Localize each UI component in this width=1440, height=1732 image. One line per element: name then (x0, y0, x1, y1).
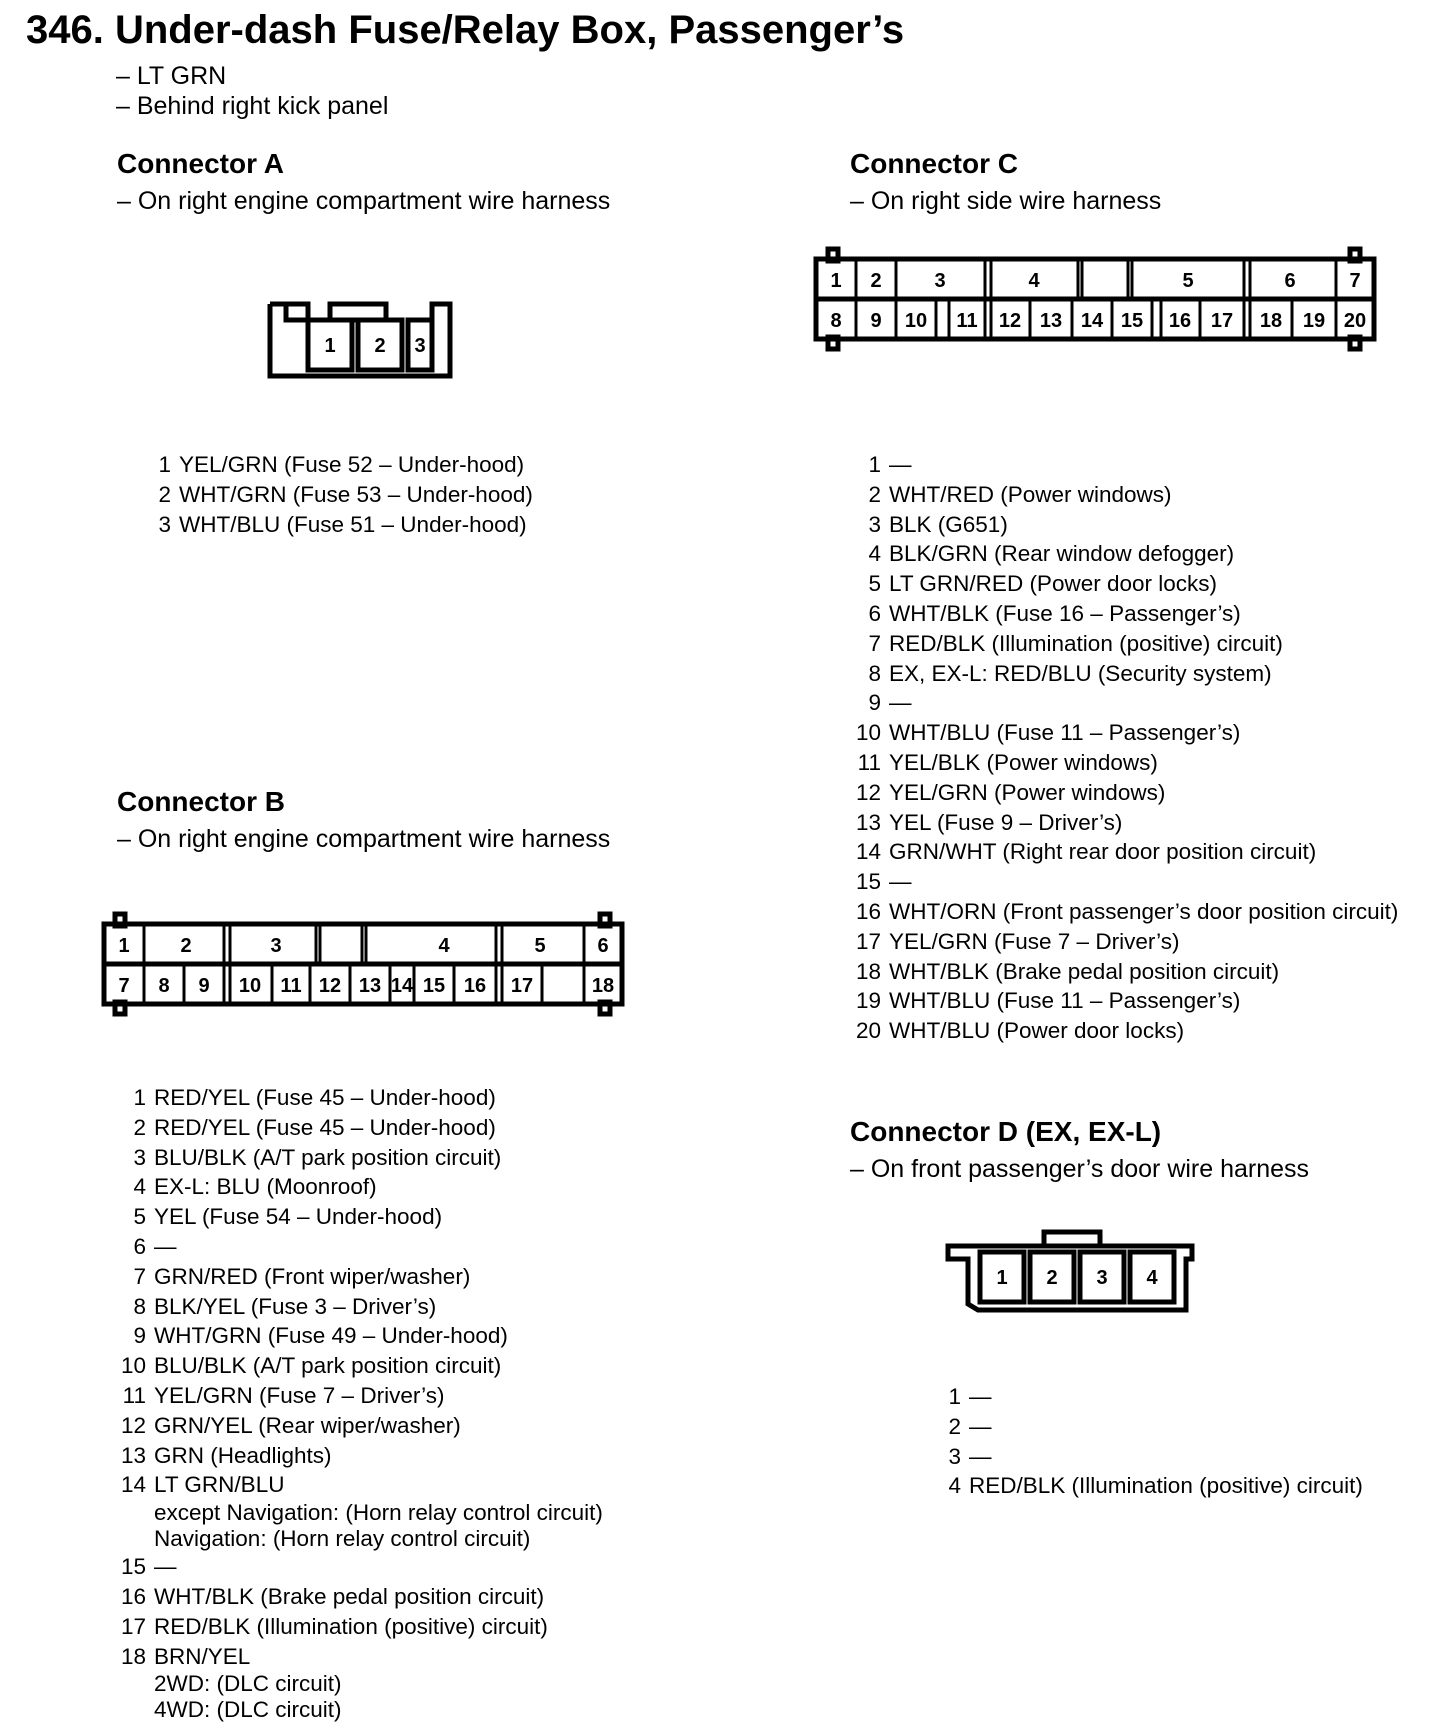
connector-c-pin-label-9: 9 (870, 310, 882, 332)
connector-a-diagram (264, 298, 464, 388)
connector-b-pin-label-12: 12 (318, 975, 342, 997)
connector-c-pin-label-1: 1 (830, 270, 842, 292)
pin-row: 9 — (868, 690, 912, 716)
pin-row: 12 GRN/YEL (Rear wiper/washer) (120, 1412, 461, 1438)
connector-b-pin-label-1: 1 (118, 935, 130, 957)
connector-d-heading: Connector D (EX, EX-L) (850, 1116, 1162, 1147)
connector-c-pin-label-11: 11 (956, 310, 978, 332)
pin-row: 14 GRN/WHT (Right rear door position circuit) (855, 839, 1317, 865)
connector-b-pin-label-9: 9 (198, 975, 210, 997)
connector-d-pin-label-3: 3 (1096, 1267, 1108, 1289)
connector-a-heading: Connector A (117, 148, 284, 179)
pin-row: 2 RED/YEL (Fuse 45 – Under-hood) (133, 1114, 496, 1140)
connector-b-heading: Connector B (117, 786, 285, 817)
connector-c-pin-label-20: 20 (1343, 310, 1367, 332)
pin-row: 1 RED/YEL (Fuse 45 – Under-hood) (133, 1085, 496, 1110)
connector-d-pin-list (925, 1382, 1405, 1501)
connector-c-pin-label-6: 6 (1284, 270, 1296, 292)
connector-c-location: – On right side wire harness (850, 187, 1162, 215)
pin-row: 7 RED/BLK (Illumination (positive) circuit) (868, 630, 1283, 656)
pin-row: 15 — (120, 1554, 177, 1580)
pin-row: 10 BLU/BLK (A/T park position circuit) (120, 1353, 502, 1379)
connector-c-pin-label-5: 5 (1182, 270, 1194, 292)
connector-a-pin-list (135, 450, 655, 539)
pin-row: 3 WHT/BLU (Fuse 51 – Under-hood) (158, 511, 527, 537)
pin-row: 4 BLK/GRN (Rear window defogger) (868, 541, 1235, 567)
connector-c-pin-label-10: 10 (904, 310, 928, 332)
color-note: – LT GRN (116, 62, 227, 90)
connector-a-location: – On right engine compartment wire harness (117, 187, 611, 215)
connector-c-heading: Connector C (850, 148, 1018, 179)
connector-d-location: – On front passenger’s door wire harness (850, 1155, 1310, 1183)
connector-c-pin-label-18: 18 (1259, 310, 1283, 332)
pin-row: 11 YEL/GRN (Fuse 7 – Driver’s) (122, 1382, 445, 1408)
connector-c-pin-label-16: 16 (1168, 310, 1192, 332)
connector-c-pin-label-17: 17 (1210, 310, 1234, 332)
connector-c-pin-label-19: 19 (1302, 310, 1326, 332)
pin-row: 3 — (948, 1443, 992, 1469)
connector-b-pin-label-13: 13 (358, 975, 382, 997)
pin-row: 15 — (855, 869, 912, 895)
connector-b-pin-label-11: 11 (280, 975, 302, 997)
connector-d-key (1044, 1232, 1100, 1246)
pin-row: 18 BRN/YEL 2WD: (DLC circuit) 4WD: (DLC circuit) (120, 1643, 342, 1723)
pin-row: 11 YEL/BLK (Power windows) (857, 749, 1158, 775)
connector-c-pin-label-3: 3 (934, 270, 946, 292)
pin-row: 4 EX-L: BLU (Moonroof) (133, 1174, 377, 1200)
pin-row: 2 WHT/RED (Power windows) (868, 481, 1172, 507)
pin-row: 6 WHT/BLK (Fuse 16 – Passenger’s) (868, 600, 1241, 626)
pin-row: 8 EX, EX-L: RED/BLU (Security system) (868, 660, 1272, 686)
connector-d-pin-label-2: 2 (1046, 1267, 1058, 1289)
connector-b-pin-label-6: 6 (597, 935, 609, 957)
connector-c-pin-list (845, 450, 1425, 1046)
pin-row: 10 WHT/BLU (Fuse 11 – Passenger’s) (855, 720, 1241, 746)
connector-c-pin-label-13: 13 (1039, 310, 1063, 332)
pin-row: 19 WHT/BLU (Fuse 11 – Passenger’s) (855, 988, 1241, 1014)
connector-c-pin-label-15: 15 (1120, 310, 1144, 332)
connector-d-pin-label-1: 1 (996, 1267, 1008, 1289)
pin-row: 1 — (868, 452, 912, 477)
pin-row: 2 WHT/GRN (Fuse 53 – Under-hood) (158, 481, 533, 507)
pin-row: 9 WHT/GRN (Fuse 49 – Under-hood) (133, 1323, 508, 1349)
pin-row: 7 GRN/RED (Front wiper/washer) (133, 1263, 471, 1289)
connector-b-pin-label-14: 14 (390, 975, 414, 997)
connector-c-pin-label-7: 7 (1349, 270, 1361, 292)
pin-row: 16 WHT/BLK (Brake pedal position circuit) (120, 1583, 545, 1609)
connector-b-pin-label-10: 10 (238, 975, 262, 997)
pin-row: 5 YEL (Fuse 54 – Under-hood) (133, 1204, 443, 1230)
pin-row: 18 WHT/BLK (Brake pedal position circuit) (855, 958, 1280, 984)
connector-b-pin-label-7: 7 (118, 975, 130, 997)
location-note: – Behind right kick panel (116, 92, 389, 120)
pin-row: 1 — (948, 1384, 992, 1409)
connector-b-diagram (98, 910, 628, 1020)
pin-row: 12 YEL/GRN (Power windows) (855, 779, 1166, 805)
pin-row: 3 BLK (G651) (868, 511, 1008, 537)
connector-c-pin-label-4: 4 (1028, 270, 1040, 292)
connector-d-diagram (942, 1226, 1202, 1326)
connector-b-pin-label-2: 2 (180, 935, 192, 957)
pin-row: 13 YEL (Fuse 9 – Driver’s) (855, 809, 1123, 835)
connector-c-pin-label-12: 12 (998, 310, 1022, 332)
connector-b-pin-label-4: 4 (438, 935, 450, 957)
connector-b-pin-label-15: 15 (422, 975, 446, 997)
connector-c-pin-label-14: 14 (1080, 310, 1104, 332)
pin-row: 16 WHT/ORN (Front passenger’s door position circuit) (855, 898, 1399, 924)
pin-row: 17 YEL/GRN (Fuse 7 – Driver’s) (855, 928, 1180, 954)
connector-a-pin-label-2: 2 (374, 335, 386, 357)
connector-b-pin-label-5: 5 (534, 935, 546, 957)
connector-b-location: – On right engine compartment wire harness (117, 825, 611, 853)
pin-row: 20 WHT/BLU (Power door locks) (855, 1018, 1185, 1044)
connector-a-pin-label-3: 3 (414, 335, 426, 357)
pin-row: 8 BLK/YEL (Fuse 3 – Driver’s) (133, 1293, 437, 1319)
pin-row: 1 YEL/GRN (Fuse 52 – Under-hood) (158, 452, 525, 477)
pin-row: 17 RED/BLK (Illumination (positive) circuit) (120, 1613, 548, 1639)
connector-c-diagram (810, 245, 1380, 355)
connector-b-pin-label-3: 3 (270, 935, 282, 957)
connector-b-pin-label-16: 16 (463, 975, 487, 997)
pin-row: 2 — (948, 1413, 992, 1439)
pin-row: 4 RED/BLK (Illumination (positive) circuit) (948, 1473, 1363, 1499)
connector-b-pin-label-18: 18 (591, 975, 615, 997)
page-title: 346. Under-dash Fuse/Relay Box, Passenger’s (26, 8, 905, 52)
pin-row: 13 GRN (Headlights) (120, 1442, 332, 1468)
pin-row: 3 BLU/BLK (A/T park position circuit) (133, 1144, 502, 1170)
connector-c-pin-label-2: 2 (870, 270, 882, 292)
connector-b-pin-label-8: 8 (158, 975, 170, 997)
pin-row: 6 — (133, 1233, 177, 1259)
connector-a-pin-label-1: 1 (324, 335, 336, 357)
pin-row: 5 LT GRN/RED (Power door locks) (868, 571, 1217, 597)
connector-b-pin-label-17: 17 (510, 975, 534, 997)
connector-d-pin-label-4: 4 (1146, 1267, 1158, 1289)
connector-c-pin-label-8: 8 (830, 310, 842, 332)
connector-b-pin-list (110, 1083, 670, 1723)
pin-row: 14 LT GRN/BLU except Navigation: (Horn relay control circuit) Navigation: (Horn relay control circuit) (120, 1472, 603, 1552)
